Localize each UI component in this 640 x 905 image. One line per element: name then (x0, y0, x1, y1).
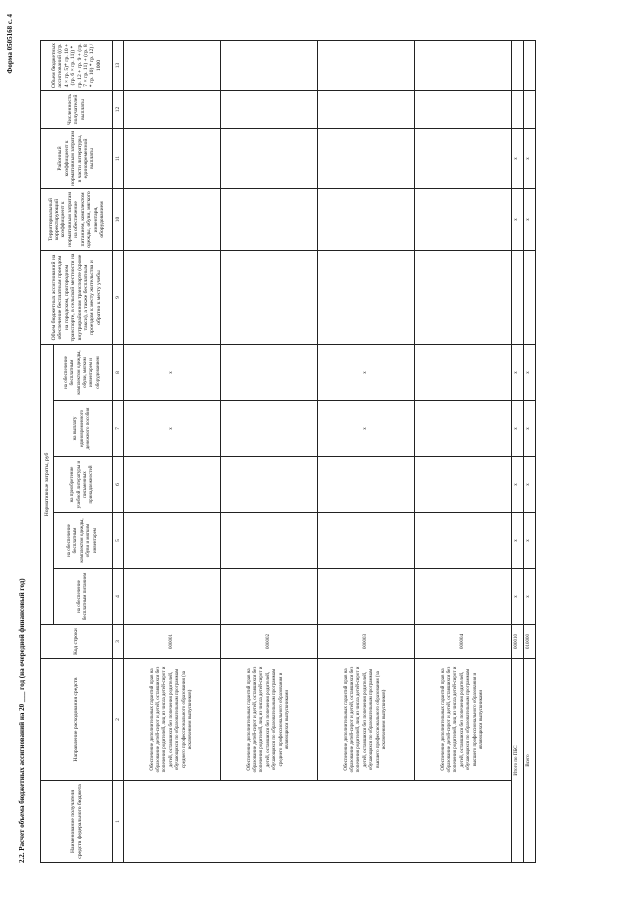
col-number: 1 (113, 781, 124, 863)
line-code-cell: 000004 (415, 625, 512, 659)
total-row (512, 41, 524, 863)
value-cell[interactable] (318, 457, 415, 513)
form-code: Форма 0505168 с. 4 (6, 14, 14, 74)
table-row (124, 41, 221, 863)
value-cell[interactable] (124, 41, 221, 91)
cross-mark: x (512, 129, 524, 189)
value-cell[interactable] (124, 513, 221, 569)
header-food: на обеспечение бесплатным питанием (54, 569, 113, 625)
header-normatives-group: Нормативные затраты, руб (41, 345, 54, 625)
cross-mark: x (524, 189, 536, 251)
cross-mark: x (318, 345, 415, 401)
direction-cell: Обеспечение дополнительных гарантий прав на образование детей-сирот и детей, оставшихся без попечения родителей, лиц из числа детей-сирот и детей, оставшихся без попечения родителей, обучающихся по образовательным программам среднего профессионального образования и являющихся выпускниками (221, 659, 318, 781)
line-code-cell: 010000 (524, 625, 536, 659)
cross-mark: x (524, 513, 536, 569)
col-number: 6 (113, 457, 124, 513)
value-cell[interactable] (524, 91, 536, 129)
cross-mark: x (512, 345, 524, 401)
table-row (415, 41, 512, 863)
value-cell[interactable] (318, 41, 415, 91)
value-cell[interactable] (512, 91, 524, 129)
value-cell[interactable] (318, 189, 415, 251)
value-cell[interactable] (221, 457, 318, 513)
cross-mark: x (318, 401, 415, 457)
cross-mark: x (512, 401, 524, 457)
col-number: 8 (113, 345, 124, 401)
header-lump-sum: на выплату единовременного денежного пособия (54, 401, 113, 457)
value-cell[interactable] (221, 513, 318, 569)
value-cell[interactable] (221, 91, 318, 129)
value-cell[interactable] (318, 513, 415, 569)
table-row (318, 41, 415, 863)
value-cell[interactable] (415, 91, 512, 129)
col-number: 7 (113, 401, 124, 457)
value-cell[interactable] (221, 41, 318, 91)
value-cell[interactable] (318, 569, 415, 625)
cross-mark: x (524, 129, 536, 189)
total-row (524, 41, 536, 863)
col-number: 10 (113, 189, 124, 251)
value-cell[interactable] (318, 129, 415, 189)
cross-mark: x (124, 401, 221, 457)
value-cell[interactable] (512, 251, 524, 345)
value-cell[interactable] (124, 91, 221, 129)
value-cell[interactable] (512, 41, 524, 91)
header-travel-funds: Объем бюджетных ассигнований на обеспечение бесплатным проездом на городском, пригородном транспорте, в сельской местности на внутрирайонном транспорте (кроме такси), а также бесплатным проездом к месту жительства и обратно к месту учебы (41, 251, 113, 345)
value-cell[interactable] (124, 457, 221, 513)
header-literature: на приобретение учебной литературы и письменных принадлежностей (54, 457, 113, 513)
cross-mark (415, 401, 512, 457)
cross-mark: x (524, 345, 536, 401)
header-total-volume: Объем бюджетных ассигнований ((гр. 4 × гр. 5)* гр. 10 + (гр. 6 × гр. 11)) * гр. 12 + гр. 9 + (гр. 7 × гр. 11) + (гр. 8 * гр. 10) * гр. 12) / 1000 (41, 41, 113, 91)
line-code-cell: 000003 (318, 625, 415, 659)
header-line-code: Код строки (41, 625, 113, 659)
table-row (221, 41, 318, 863)
value-cell[interactable] (415, 41, 512, 91)
value-cell[interactable] (415, 189, 512, 251)
cross-mark: x (512, 569, 524, 625)
value-cell[interactable] (221, 569, 318, 625)
cross-mark: x (524, 401, 536, 457)
cross-mark: x (524, 569, 536, 625)
cross-mark (415, 345, 512, 401)
value-cell[interactable] (124, 569, 221, 625)
col-number: 9 (113, 251, 124, 345)
col-number: 12 (113, 91, 124, 129)
value-cell[interactable] (415, 251, 512, 345)
direction-cell: Обеспечение дополнительных гарантий прав на образование детей-сирот и детей, оставшихся без попечения родителей, лиц из числа детей-сирот и детей, оставшихся без попечения родителей, обучающихся по образовательным программам высшего профессионального образования и являющихся выпускниками (415, 659, 512, 781)
value-cell[interactable] (124, 129, 221, 189)
value-cell[interactable] (124, 251, 221, 345)
col-number: 4 (113, 569, 124, 625)
direction-cell: Обеспечение дополнительных гарантий прав на образование детей-сирот и детей, оставшихся без попечения родителей, лиц из числа детей-сирот и детей, оставшихся без попечения родителей, обучающихся по образовательным программам среднего профессионального образования (за исключением выпускников) (124, 659, 221, 781)
cross-mark: x (524, 457, 536, 513)
recipient-cell[interactable] (124, 781, 512, 863)
cross-mark: x (512, 513, 524, 569)
value-cell[interactable] (124, 189, 221, 251)
direction-cell: Обеспечение дополнительных гарантий прав на образование детей-сирот и детей, оставшихся без попечения родителей, лиц из числа детей-сирот и детей, оставшихся без попечения родителей, обучающихся по образовательным программам высшего профессионального образования (за исключением выпускников) (318, 659, 415, 781)
header-clothing-equipment: на обеспечение бесплатным комплектом одежды, обуви, мягким инвентарем и оборудованием (54, 345, 113, 401)
header-clothing: на обеспечение бесплатным комплектом одежды, обуви и мягким инвентарем (54, 513, 113, 569)
value-cell[interactable] (415, 513, 512, 569)
col-number: 11 (113, 129, 124, 189)
col-number: 5 (113, 513, 124, 569)
col-number: 3 (113, 625, 124, 659)
cross-mark: x (512, 457, 524, 513)
line-code-cell: 000002 (221, 625, 318, 659)
value-cell[interactable] (415, 569, 512, 625)
value-cell[interactable] (415, 129, 512, 189)
value-cell[interactable] (415, 457, 512, 513)
section-title: 2.2. Расчет объема бюджетных ассигнований на 20 ___ год (на очередной финансовый год) (18, 578, 26, 863)
value-cell[interactable] (524, 251, 536, 345)
line-code-cell: 000001 (124, 625, 221, 659)
line-code-cell: 000010 (512, 625, 524, 659)
cross-mark: x (124, 345, 221, 401)
allocation-table (40, 40, 536, 863)
header-direction: Направление расходования средств (41, 659, 113, 781)
total-label: Всего (524, 659, 536, 863)
value-cell[interactable] (318, 91, 415, 129)
cross-mark (221, 401, 318, 457)
value-cell[interactable] (221, 251, 318, 345)
value-cell[interactable] (221, 129, 318, 189)
value-cell[interactable] (318, 251, 415, 345)
col-number: 13 (113, 41, 124, 91)
header-territorial-coef: Территориальный корректирующий коэффициент к нормативным затратам на обеспечение питанием, комплектом одежды, обуви, мягкого инвентаря, оборудованием (41, 189, 113, 251)
header-recipient: Наименование получателя средств федерального бюджета (41, 781, 113, 863)
value-cell[interactable] (524, 41, 536, 91)
cross-mark: x (512, 189, 524, 251)
total-label: Итого по ПБС (512, 659, 524, 863)
cross-mark (221, 345, 318, 401)
col-number: 2 (113, 659, 124, 781)
value-cell[interactable] (221, 189, 318, 251)
header-recipients-count: Численность получателей выплаты (41, 91, 113, 129)
header-regional-coef: Районный коэффициент к нормативным затратам в части литературы, единовременной выплаты (41, 129, 113, 189)
